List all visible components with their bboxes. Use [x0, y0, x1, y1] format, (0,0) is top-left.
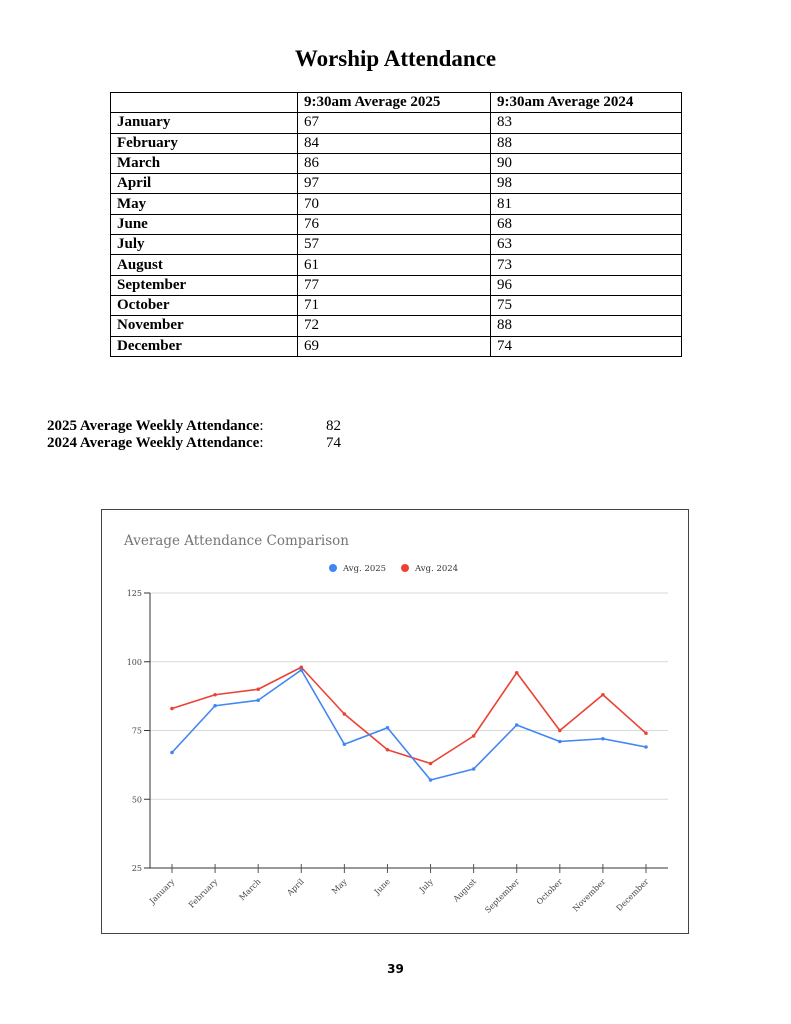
month-cell: July: [111, 235, 298, 255]
data-point: [558, 729, 562, 733]
x-tick-label: March: [237, 877, 263, 903]
y-tick-label: 75: [131, 726, 142, 736]
x-tick-label: December: [614, 877, 651, 913]
x-tick-label: July: [417, 877, 435, 895]
table-row: [111, 235, 682, 255]
data-point: [256, 698, 260, 702]
legend-label: Avg. 2024: [415, 564, 459, 574]
data-point: [213, 704, 217, 708]
data-point: [386, 726, 390, 730]
month-cell: February: [111, 133, 298, 153]
legend-marker: [401, 564, 409, 572]
table-row: [111, 316, 682, 336]
data-point: [472, 767, 476, 771]
value-cell: 69: [298, 336, 491, 356]
data-point: [429, 778, 433, 782]
value-cell: 96: [491, 275, 682, 295]
value-cell: 77: [298, 275, 491, 295]
x-tick-label: June: [372, 877, 392, 897]
summary-label: 2025 Average Weekly Attendance: [47, 418, 260, 434]
summary-colon: :: [259, 418, 264, 434]
chart-series: [170, 665, 648, 781]
page-title: Worship Attendance: [294, 46, 497, 71]
x-tick-label: October: [534, 877, 565, 907]
month-cell: October: [111, 295, 298, 315]
x-tick-label: May: [330, 877, 349, 896]
value-cell: 63: [491, 235, 682, 255]
page-number: 39: [387, 962, 404, 976]
attendance-chart: [101, 509, 689, 934]
month-cell: December: [111, 336, 298, 356]
data-point: [429, 762, 433, 766]
value-cell: 57: [298, 235, 491, 255]
data-point: [386, 748, 390, 752]
value-cell: 70: [298, 194, 491, 214]
value-cell: 86: [298, 153, 491, 173]
data-point: [644, 731, 648, 735]
series-avg-2025: [170, 668, 648, 782]
table-row: [111, 174, 682, 194]
attendance-summary: [47, 418, 367, 452]
series-line: [172, 667, 646, 763]
value-cell: 90: [491, 153, 682, 173]
x-tick-label: September: [483, 877, 522, 915]
data-point: [170, 707, 174, 711]
series-avg-2024: [170, 665, 648, 765]
value-cell: 73: [491, 255, 682, 275]
chart-grid: [150, 593, 668, 799]
month-cell: September: [111, 275, 298, 295]
x-tick-label: November: [571, 877, 608, 914]
data-point: [343, 742, 347, 746]
table-header-cell: 9:30am Average 2024: [491, 93, 682, 113]
data-point: [515, 671, 519, 675]
value-cell: 67: [298, 113, 491, 133]
table-row: [111, 214, 682, 234]
chart-axes: [127, 589, 668, 915]
data-point: [213, 693, 217, 697]
value-cell: 83: [491, 113, 682, 133]
summary-row-2025: [47, 418, 367, 435]
value-cell: 76: [298, 214, 491, 234]
x-tick-label: January: [147, 877, 177, 906]
data-point: [601, 693, 605, 697]
value-cell: 75: [491, 295, 682, 315]
y-tick-label: 100: [126, 657, 142, 667]
month-cell: January: [111, 113, 298, 133]
y-tick-label: 50: [131, 795, 142, 805]
table-row: [111, 153, 682, 173]
table-row: [111, 133, 682, 153]
data-point: [601, 737, 605, 741]
value-cell: 88: [491, 133, 682, 153]
series-line: [172, 670, 646, 780]
month-cell: March: [111, 153, 298, 173]
y-tick-label: 125: [126, 589, 142, 598]
table-row: [111, 113, 682, 133]
month-cell: May: [111, 194, 298, 214]
value-cell: 97: [298, 174, 491, 194]
month-cell: November: [111, 316, 298, 336]
summary-label: 2024 Average Weekly Attendance: [47, 435, 260, 451]
value-cell: 72: [298, 316, 491, 336]
data-point: [644, 745, 648, 749]
summary-colon: :: [259, 435, 264, 451]
table-row: [111, 336, 682, 356]
table-row: [111, 275, 682, 295]
data-point: [472, 734, 476, 738]
chart-svg: [102, 510, 690, 935]
y-tick-label: 25: [131, 864, 142, 873]
data-point: [558, 740, 562, 744]
table-row: [111, 295, 682, 315]
table-header-row: [111, 93, 682, 113]
summary-value: 74: [326, 435, 341, 451]
x-tick-label: August: [451, 877, 479, 904]
legend-label: Avg. 2025: [343, 564, 387, 574]
data-point: [515, 723, 519, 727]
table-header-cell: [111, 93, 298, 113]
table-row: [111, 194, 682, 214]
value-cell: 74: [491, 336, 682, 356]
data-point: [170, 751, 174, 755]
value-cell: 68: [491, 214, 682, 234]
data-point: [256, 687, 260, 691]
legend-marker: [329, 564, 337, 572]
month-cell: August: [111, 255, 298, 275]
chart-legend: [329, 564, 458, 574]
value-cell: 71: [298, 295, 491, 315]
table-row: [111, 255, 682, 275]
x-tick-label: February: [186, 877, 220, 910]
x-tick-label: April: [285, 877, 306, 898]
value-cell: 61: [298, 255, 491, 275]
month-cell: April: [111, 174, 298, 194]
summary-row-2024: [47, 435, 367, 452]
value-cell: 88: [491, 316, 682, 336]
month-cell: June: [111, 214, 298, 234]
value-cell: 98: [491, 174, 682, 194]
value-cell: 84: [298, 133, 491, 153]
value-cell: 81: [491, 194, 682, 214]
attendance-table: [110, 92, 682, 357]
data-point: [343, 712, 347, 716]
chart-title: Average Attendance Comparison: [124, 533, 349, 549]
summary-value: 82: [326, 418, 341, 434]
data-point: [299, 668, 303, 672]
table-header-cell: 9:30am Average 2025: [298, 93, 491, 113]
